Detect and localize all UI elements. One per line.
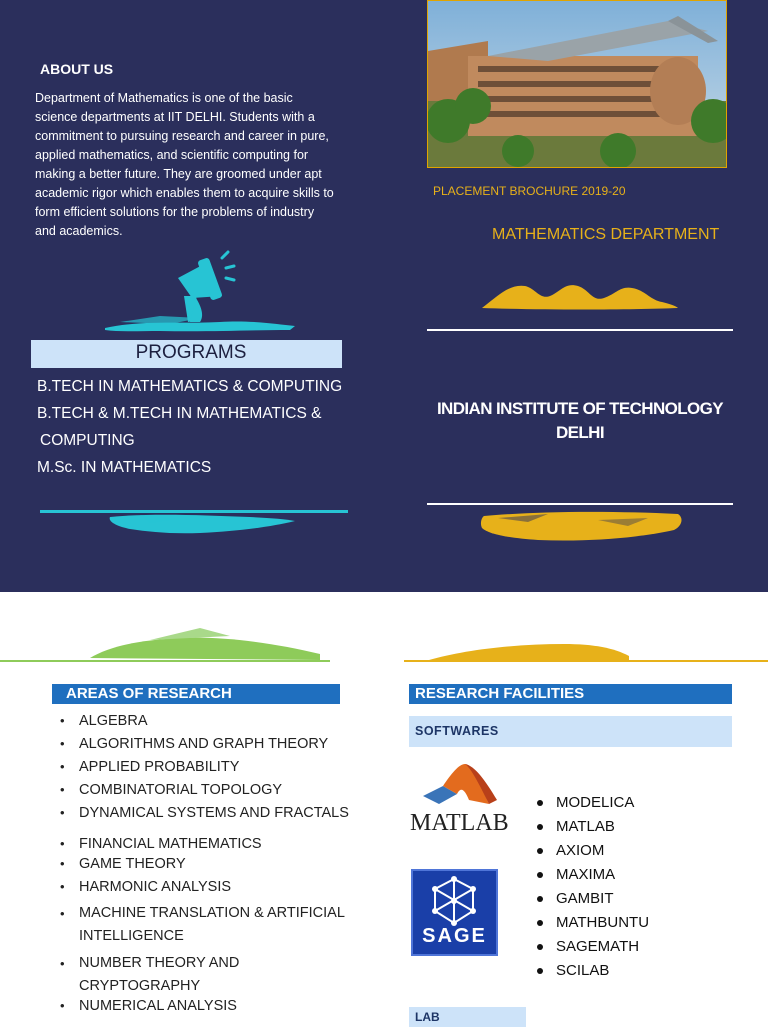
campus-building-photo xyxy=(427,0,727,168)
institute-name-line-2: DELHI xyxy=(555,423,604,442)
gold-brush-divider xyxy=(404,630,768,666)
research-area-item: • COMBINATORIAL TOPOLOGY xyxy=(60,782,380,805)
software-list xyxy=(537,792,649,984)
software-item: AXIOM xyxy=(537,840,649,864)
software-item: SAGEMATH xyxy=(537,936,649,960)
matlab-membrane-icon xyxy=(409,760,509,810)
sage-logo-text: SAGE xyxy=(422,925,487,947)
lab-subheading: LAB xyxy=(409,1007,526,1027)
software-item: GAMBIT xyxy=(537,888,649,912)
institute-name xyxy=(427,397,733,445)
software-item: MATHBUNTU xyxy=(537,912,649,936)
software-item: MATLAB xyxy=(537,816,649,840)
research-area-item: • ALGEBRA xyxy=(60,713,380,736)
research-area-item: • NUMERICAL ANALYSIS xyxy=(60,998,380,1021)
programs-list xyxy=(37,373,367,481)
institute-name-line-1: INDIAN INSTITUTE OF TECHNOLOGY xyxy=(436,399,724,418)
software-item: MAXIMA xyxy=(537,864,649,888)
program-item: B.TECH IN MATHEMATICS & COMPUTING xyxy=(37,378,343,395)
gold-brush-stroke xyxy=(478,508,688,544)
sage-logo xyxy=(411,869,498,956)
research-area-item: • GAME THEORY xyxy=(60,856,380,879)
research-area-item: • MACHINE TRANSLATION & ARTIFICIAL INTELLIGENCE xyxy=(60,902,349,952)
placement-brochure-label: PLACEMENT BROCHURE 2019-20 xyxy=(433,184,626,198)
softwares-subheading: SOFTWARES xyxy=(409,716,732,747)
matlab-logo xyxy=(409,760,509,840)
green-brush-divider xyxy=(0,618,330,666)
matlab-logo-text: MATLAB xyxy=(410,810,509,836)
program-item: M.Sc. IN MATHEMATICS xyxy=(37,459,212,476)
department-name: MATHEMATICS DEPARTMENT xyxy=(492,226,720,243)
white-rule-bottom xyxy=(427,503,733,505)
white-rule-top xyxy=(427,329,733,331)
research-area-item: • DYNAMICAL SYSTEMS AND FRACTALS xyxy=(60,805,380,836)
teal-brush-divider xyxy=(40,505,350,537)
research-area-item: • FINANCIAL MATHEMATICS xyxy=(60,836,380,856)
about-us-heading: ABOUT US xyxy=(40,61,114,77)
program-item: B.TECH & M.TECH IN MATHEMATICS & xyxy=(37,405,322,422)
research-area-item: • ALGORITHMS AND GRAPH THEORY xyxy=(60,736,380,759)
research-area-item: • HARMONIC ANALYSIS xyxy=(60,879,380,902)
software-item: MODELICA xyxy=(537,792,649,816)
areas-of-research-heading: AREAS OF RESEARCH xyxy=(52,684,340,704)
research-facilities-heading: RESEARCH FACILITIES xyxy=(409,684,732,704)
about-us-text: Department of Mathematics is one of the basic science departments at IIT DELHI. Students with a commitment to pursuing research and career in pure, applied mathematics, and scientific computing for making a better future. They are groomed under apt academic rigor which enables them to acquire skills to form efficient solutions for the problems of industry and academics. xyxy=(35,91,334,238)
programs-heading: PROGRAMS xyxy=(135,342,247,363)
software-item: SCILAB xyxy=(537,960,649,984)
research-area-item: • NUMBER THEORY AND CRYPTOGRAPHY xyxy=(60,952,279,998)
program-item: COMPUTING xyxy=(40,432,135,449)
research-area-item: • APPLIED PROBABILITY xyxy=(60,759,380,782)
research-areas-list xyxy=(60,713,380,1021)
gold-brush-ornament xyxy=(480,274,680,314)
megaphone-icon xyxy=(100,250,300,334)
